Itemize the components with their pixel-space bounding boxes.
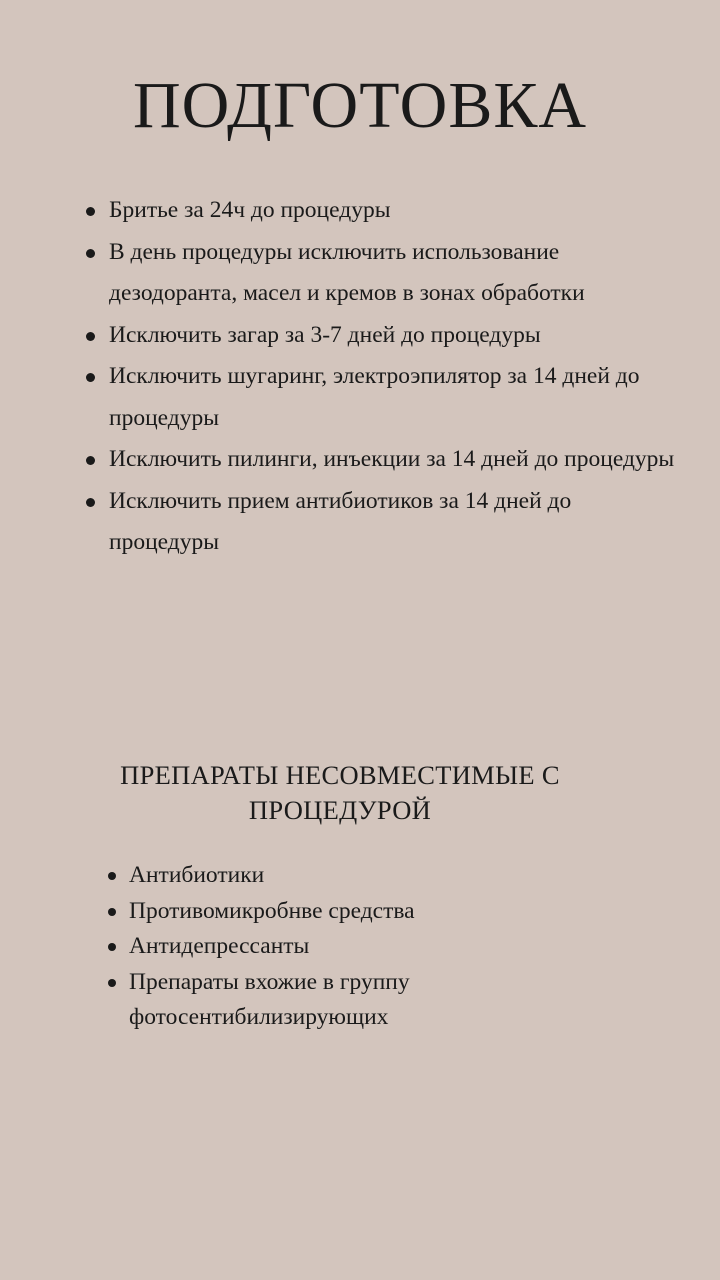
section-heading-line2: ПРОЦЕДУРОЙ [248, 795, 432, 825]
list-item [86, 356, 686, 439]
list-item [108, 894, 668, 930]
bullet-icon [108, 979, 116, 987]
list-item-text: Бритье за 24ч до процедуры [109, 197, 391, 223]
list-item [86, 232, 686, 315]
list-item [86, 190, 686, 232]
list-item-text: Исключить прием антибиотиков за 14 дней до процедуры [109, 487, 572, 555]
list-item [108, 858, 668, 894]
bullet-icon [108, 908, 116, 916]
list-item [86, 439, 686, 481]
bullet-icon [86, 456, 95, 465]
list-item-text: Антидепрессанты [129, 933, 310, 959]
list-item-text: Препараты вхожие в группу фотосентибилизирующих [129, 968, 410, 1030]
list-item-text: В день процедуры исключить использование дезодоранта, масел и кремов в зонах обработки [109, 238, 585, 306]
list-item [108, 929, 668, 965]
page-title: ПОДГОТОВКА [132, 69, 588, 142]
list-item-text: Противомикробнве средства [129, 897, 415, 924]
list-item-text: Антибиотики [129, 862, 265, 888]
list-item [86, 481, 686, 564]
section-heading [80, 758, 600, 828]
list-item-text: Исключить шугаринг, электроэпилятор за 14 дней до процедуры [109, 363, 640, 431]
bullet-icon [108, 943, 116, 951]
bullet-icon [86, 373, 95, 382]
bullet-icon [86, 332, 95, 341]
bullet-icon [86, 207, 95, 216]
bullet-icon [86, 498, 95, 507]
section-heading-line1: ПРЕПАРАТЫ НЕСОВМЕСТИМЫЕ С [120, 760, 560, 790]
bullet-icon [86, 249, 95, 258]
list-item-text: Исключить пилинги, инъекции за 14 дней до процедуры [109, 446, 675, 472]
bullet-icon [108, 872, 116, 880]
list-item-text: Исключить загар за 3-7 дней до процедуры [109, 321, 541, 348]
preparation-list [86, 190, 686, 564]
list-item [108, 965, 529, 1036]
list-item [86, 315, 686, 357]
incompatible-drugs-list [108, 858, 668, 1036]
